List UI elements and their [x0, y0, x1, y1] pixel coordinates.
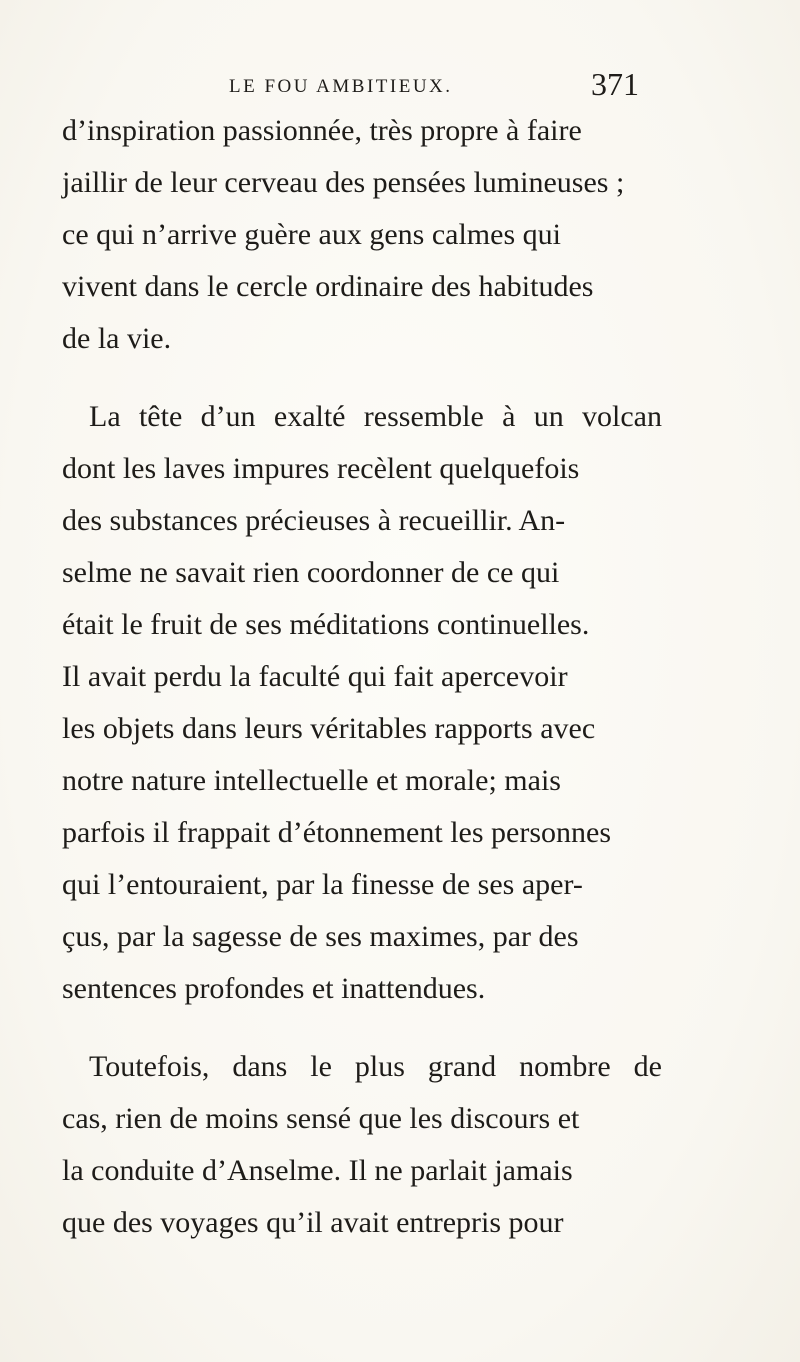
text-line: dont les laves impures recèlent quelquefois: [62, 452, 580, 485]
text-line: Toutefois, dans le plus grand nombre de: [89, 1050, 662, 1083]
text-line: selme ne savait rien coordonner de ce qui: [62, 556, 560, 589]
text-line: des substances précieuses à recueillir. An-: [62, 504, 566, 537]
page-number: 371: [591, 66, 639, 102]
text-line: ce qui n’arrive guère aux gens calmes qui: [62, 218, 561, 251]
text-line: que des voyages qu’il avait entrepris pour: [62, 1206, 564, 1239]
text-line: çus, par la sagesse de ses maximes, par des: [62, 920, 579, 953]
text-line: qui l’entouraient, par la finesse de ses aper-: [62, 868, 583, 901]
text-line: cas, rien de moins sensé que les discours et: [62, 1102, 580, 1135]
text-line: La tête d’un exalté ressemble à un volcan: [89, 400, 662, 433]
text-line: parfois il frappait d’étonnement les personnes: [62, 816, 611, 849]
running-head: [229, 66, 649, 104]
text-line: était le fruit de ses méditations continuelles.: [62, 608, 590, 641]
text-line: vivent dans le cercle ordinaire des habitudes: [62, 270, 594, 303]
text-line: jaillir de leur cerveau des pensées lumineuses ;: [62, 166, 625, 199]
text-line: les objets dans leurs véritables rapports avec: [62, 712, 596, 745]
text-line: de la vie.: [62, 322, 172, 355]
text-line: Il avait perdu la faculté qui fait apercevoir: [62, 660, 568, 693]
text-line: notre nature intellectuelle et morale; mais: [62, 764, 561, 797]
text-line: d’inspiration passionnée, très propre à faire: [62, 114, 582, 147]
text-line: la conduite d’Anselme. Il ne parlait jamais: [62, 1154, 573, 1187]
text-line: sentences profondes et inattendues.: [62, 972, 486, 1005]
running-title: LE FOU AMBITIEUX.: [229, 76, 453, 97]
